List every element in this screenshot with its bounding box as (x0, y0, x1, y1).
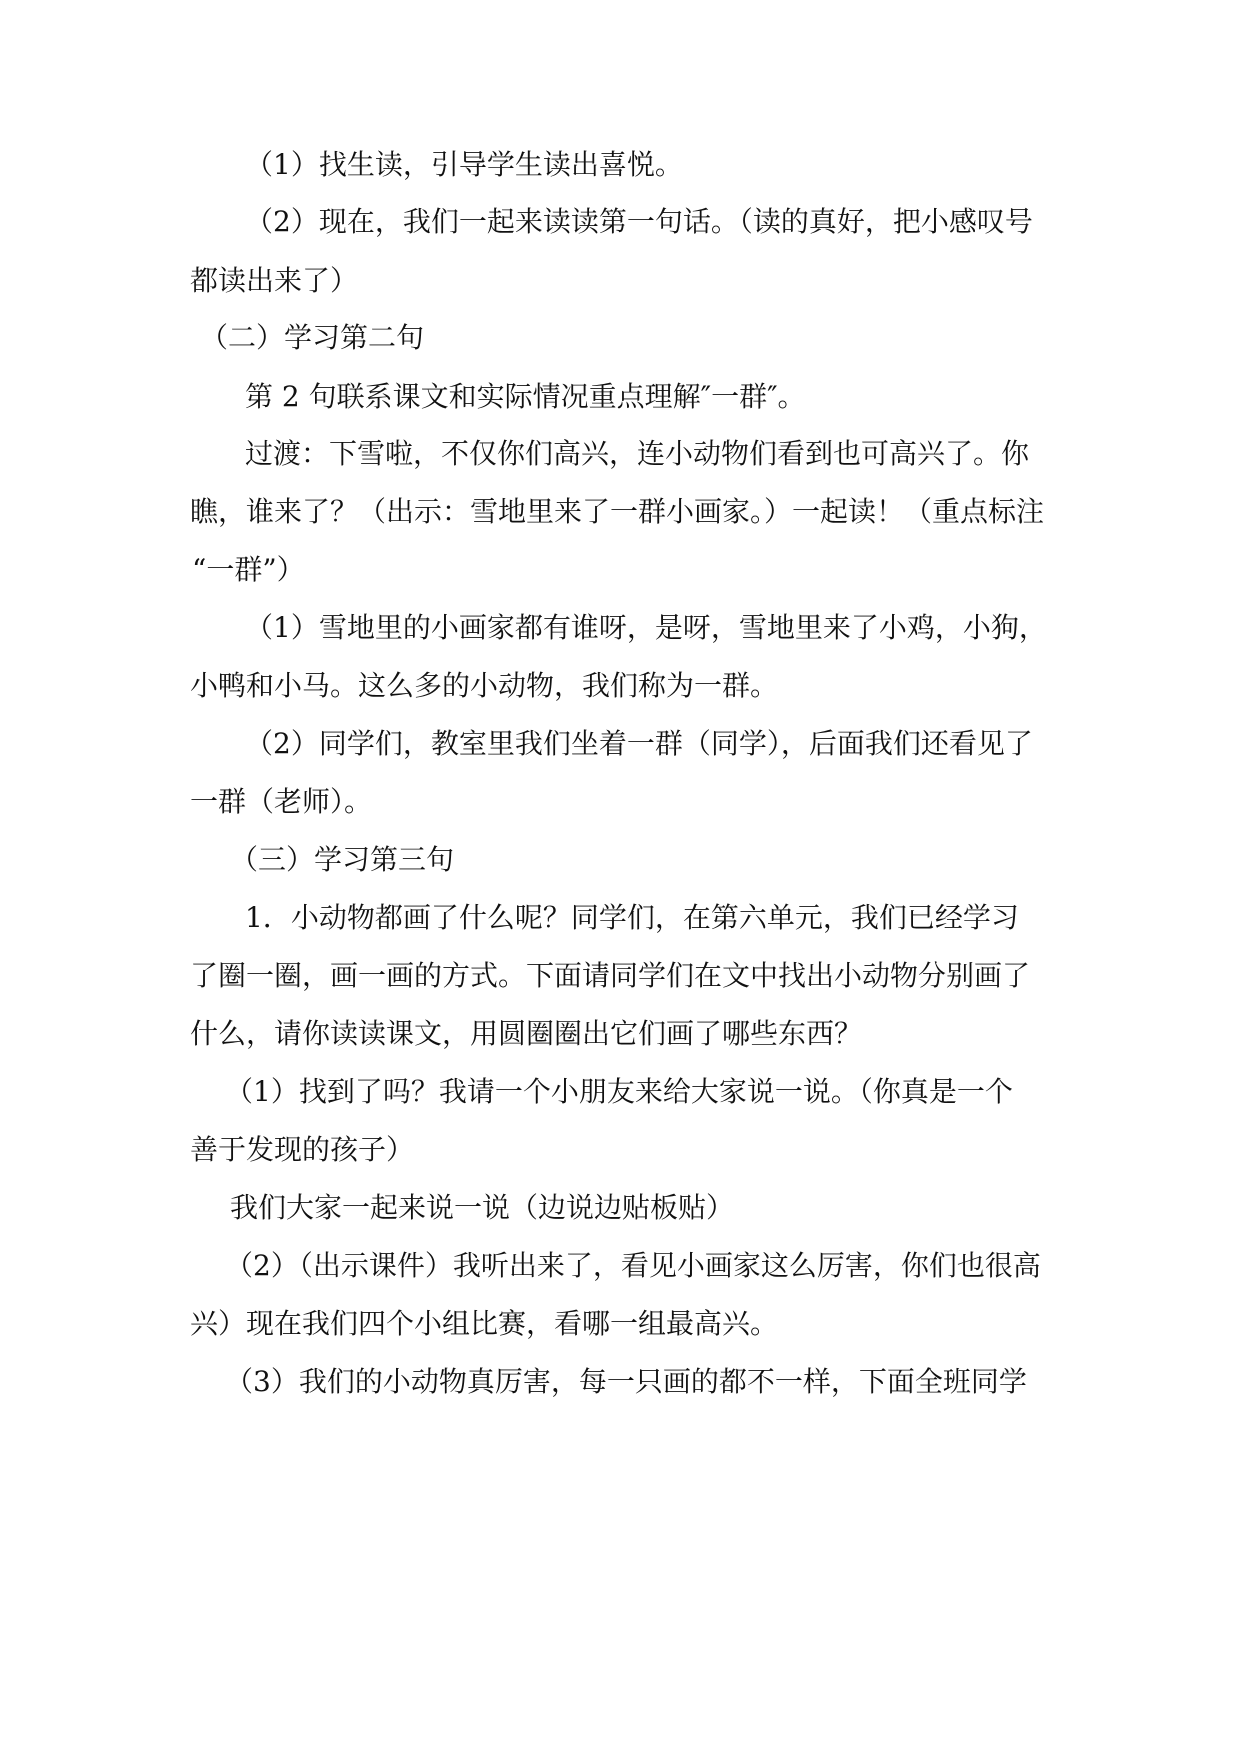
paragraph-line-16: 什么，请你读读课文，用圆圈圈出它们画了哪些东西？ (190, 1017, 863, 1050)
paragraph-line-14: 1．小动物都画了什么呢？同学们，在第六单元，我们已经学习 (245, 901, 1019, 934)
paragraph-line-21: 兴）现在我们四个小组比赛，看哪一组最高兴。 (190, 1307, 779, 1340)
paragraph-line-18: 善于发现的孩子） (190, 1133, 415, 1166)
paragraph-line-15: 了圈一圈，画一画的方式。下面请同学们在文中找出小动物分别画了 (190, 959, 1031, 992)
section-heading-3: （三）学习第三句 (230, 843, 455, 876)
paragraph-line-17: （1）找到了吗？我请一个小朋友来给大家说一说。（你真是一个 (225, 1075, 1013, 1108)
paragraph-line-12: 一群（老师）。 (190, 785, 373, 818)
paragraph-line-9: （1）雪地里的小画家都有谁呀，是呀，雪地里来了小鸡，小狗， (245, 611, 1047, 644)
paragraph-line-19: 我们大家一起来说一说（边说边贴板贴） (230, 1191, 735, 1224)
paragraph-line-10: 小鸭和小马。这么多的小动物，我们称为一群。 (190, 669, 779, 702)
section-heading-2: （二）学习第二句 (200, 321, 425, 354)
paragraph-line-6: 过渡：下雪啦，不仅你们高兴，连小动物们看到也可高兴了。你 (245, 437, 1030, 470)
paragraph-line-3: 都读出来了） (190, 264, 359, 297)
paragraph-line-22: （3）我们的小动物真厉害，每一只画的都不一样，下面全班同学 (225, 1365, 1027, 1398)
paragraph-line-5: 第 2 句联系课文和实际情况重点理解″一群″。 (245, 380, 806, 413)
paragraph-line-7: 瞧，谁来了？（出示：雪地里来了一群小画家。）一起读！（重点标注 (190, 495, 1045, 528)
paragraph-line-8: “一群”） (192, 553, 305, 586)
paragraph-line-1: （1）找生读，引导学生读出喜悦。 (245, 148, 683, 181)
paragraph-line-11: （2）同学们，教室里我们坐着一群（同学），后面我们还看见了 (245, 727, 1033, 760)
paragraph-line-2: （2）现在，我们一起来读读第一句话。（读的真好，把小感叹号 (245, 205, 1033, 238)
paragraph-line-20: （2）（出示课件）我听出来了，看见小画家这么厉害，你们也很高 (225, 1249, 1041, 1282)
